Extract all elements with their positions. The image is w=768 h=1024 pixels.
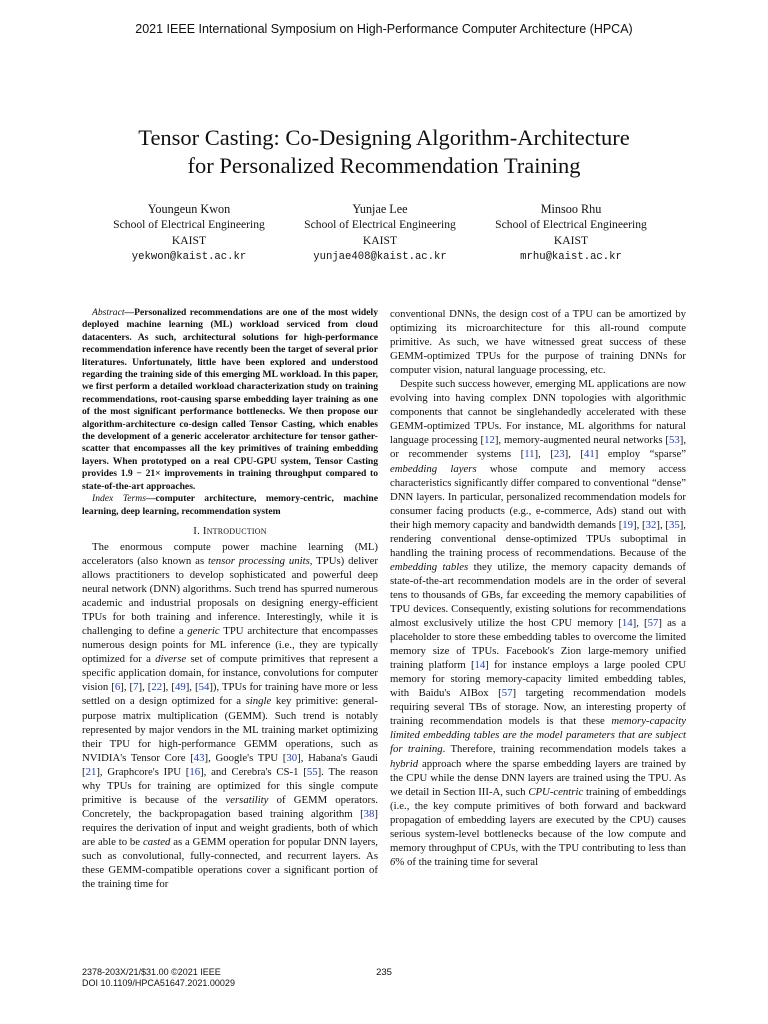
author-institution: KAIST: [553, 234, 589, 247]
author-email[interactable]: yekwon@kaist.ac.kr: [131, 251, 247, 263]
author-institution: KAIST: [171, 234, 207, 247]
author-affiliation: School of Electrical Engineering: [113, 218, 265, 231]
footer-issn: 2378-203X/21/$31.00 ©2021 IEEE: [82, 967, 221, 977]
intro-paragraph-1: The enormous compute power machine learning (ML) accelerators (also known as tensor processing units, TPUs) deliver allows practitioners to develop sophisticated and powerful deep neural network (DNN) algorithms. Such trend has spurred numerous academic and industrial proposals on designing energy-efficient TPUs for both training and inference. Interestingly, while it is challenging to define a generic TPU architecture that encompasses numerous design points for ML inference (i.e., they are typically optimized for a diverse set of compute primitives that represent a specific application domain, for instance, convolutions for computer vision [6], [7], [22], [49], [54]), TPUs for training have more or less settled on a design optimized for a single key primitive: general-purpose matrix multiplication (GEMM). Such trend is notably represented by major vendors in the ML training market optimizing their TPU for high-performance GEMM operations, such as NVIDIA's Tensor Core [43], Google's TPU [30], Habana's Gaudi [21], Graphcore's IPU [16], and Cerebra's CS-1 [55]. The reason why TPUs for training are optimized for this single compute primitive is because of the versatility of GEMM operators. Concretely, the backpropagation based training algorithm [38] requires the derivation of input and weight gradients, both of which are able to be casted as a GEMM operation for popular DNN layers, such as convolutional, fully-connected, and recurrent layers. As these GEMM-compatible operations cover a significant portion of the training time for: [82, 540, 379, 891]
section-number: I.: [193, 524, 203, 537]
title-line-2: for Personalized Recommendation Training: [187, 153, 581, 178]
author-3: [456, 201, 686, 265]
author-affiliation: School of Electrical Engineering: [304, 218, 456, 231]
index-terms-text: —computer architecture, memory-centric, machine learning, deep learning, recommendation system: [82, 493, 379, 517]
intro-paragraph-3: Despite such success however, emerging ML applications are now evolving into having complex DNN topologies with algorithmic components that cannot be singlehandedly accelerated with these GEMM-optimized TPUs. For instance, ML algorithms for natural language processing [12], memory-augmented neural networks [53], or recommender systems [11], [23], [41] employ “sparse” embedding layers whose compute and memory access characteristics significantly differ compared to conventional “dense” DNN layers. In particular, personalized recommendation models for consumer facing products (e.g., e-commerce, Ads) stand out with their high memory capacity and bandwidth demands [19], [32], [35], rendering conventional dense-optimized TPUs suboptimal in handling the training process of recommendations. Because of the embedding tables they utilize, the memory capacity demands of state-of-the-art recommendation models are in the order of several tens to thousands of GBs, far exceeding the memory capabilities of TPU devices. Consequently, existing solutions for recommendations almost exclusively utilize the host CPU memory [14], [57] as a placeholder to store these embedding tables to overcome the limited memory size of TPUs. Facebook's Zion large-memory unified training platform [14] for instance employs a large pooled CPU memory for storing memory-capacity limited embedding tables, with Baidu's AIBox [57] targeting recommendation models requiring several TBs of storage. Now, an interesting property of training recommendation models is that these memory-capacity limited embedding tables are the model parameters that are subject for training. Therefore, training recommendation models takes a hybrid approach where the sparse embedding layers are trained by the CPU while the dense DNN layers are trained using the TPU. As we detail in Section III-A, such CPU-centric training of embeddings (i.e., the key compute primitives of both forward and backward propagation of embedding layers are executed by the CPU) causes serious system-level bottlenecks because of the low compute and memory throughput of CPUs, with the TPU contributing to less than 6% of the training time for several: [390, 378, 687, 868]
author-email[interactable]: mrhu@kaist.ac.kr: [520, 251, 622, 263]
index-terms-lead: Index Terms: [92, 493, 146, 505]
author-email[interactable]: yunjae408@kaist.ac.kr: [313, 251, 447, 263]
paper-title: [40, 124, 728, 180]
author-institution: KAIST: [362, 234, 398, 247]
index-terms: [82, 493, 378, 518]
abstract: [82, 307, 378, 493]
page-number: 235: [376, 967, 392, 978]
title-line-1: Tensor Casting: Co-Designing Algorithm-Architecture: [138, 125, 630, 150]
left-column: [82, 307, 378, 891]
abstract-text: —Personalized recommendations are one of the most widely deployed machine learning (ML) workload serviced from cloud datacenters. As such, architectural solutions for high-performance recommendation inference have recently been the target of several prior literatures. Unfortunately, little have been explored and understood regarding the training side of this emerging ML workload. In this paper, we first perform a detailed workload characterization study on training recommendations, root-causing sparse embedding layer training as one of the most significant performance bottlenecks. We then propose our algorithm-architecture co-design called Tensor Casting, which enables the development of a generic accelerator architecture for tensor gather-scatter that encompasses all the key primitives of training embedding layers. When prototyped on a real CPU-GPU system, Tensor Casting provides 1.9 − 21× improvements in training throughput compared to state-of-the-art approaches.: [82, 307, 378, 492]
footer-doi: DOI 10.1109/HPCA51647.2021.00029: [82, 978, 235, 988]
section-heading: [82, 524, 378, 538]
section-title: Introduction: [202, 524, 267, 537]
conference-header: 2021 IEEE International Symposium on High-Performance Computer Architecture (HPCA): [135, 22, 633, 36]
author-name: Yunjae Lee: [352, 202, 408, 216]
author-name: Youngeun Kwon: [147, 202, 231, 216]
author-name: Minsoo Rhu: [540, 202, 602, 216]
intro-paragraph-2: conventional DNNs, the design cost of a TPU can be amortized by optimizing its microarchitecture for this all-round compute primitive. As such, we have witnessed great success of these GEMM-optimized TPUs for the purpose of training DNNs for computer vision, natural language processing, etc.: [390, 308, 686, 377]
right-column: [390, 307, 686, 869]
author-affiliation: School of Electrical Engineering: [495, 218, 647, 231]
abstract-lead: Abstract: [92, 307, 125, 318]
